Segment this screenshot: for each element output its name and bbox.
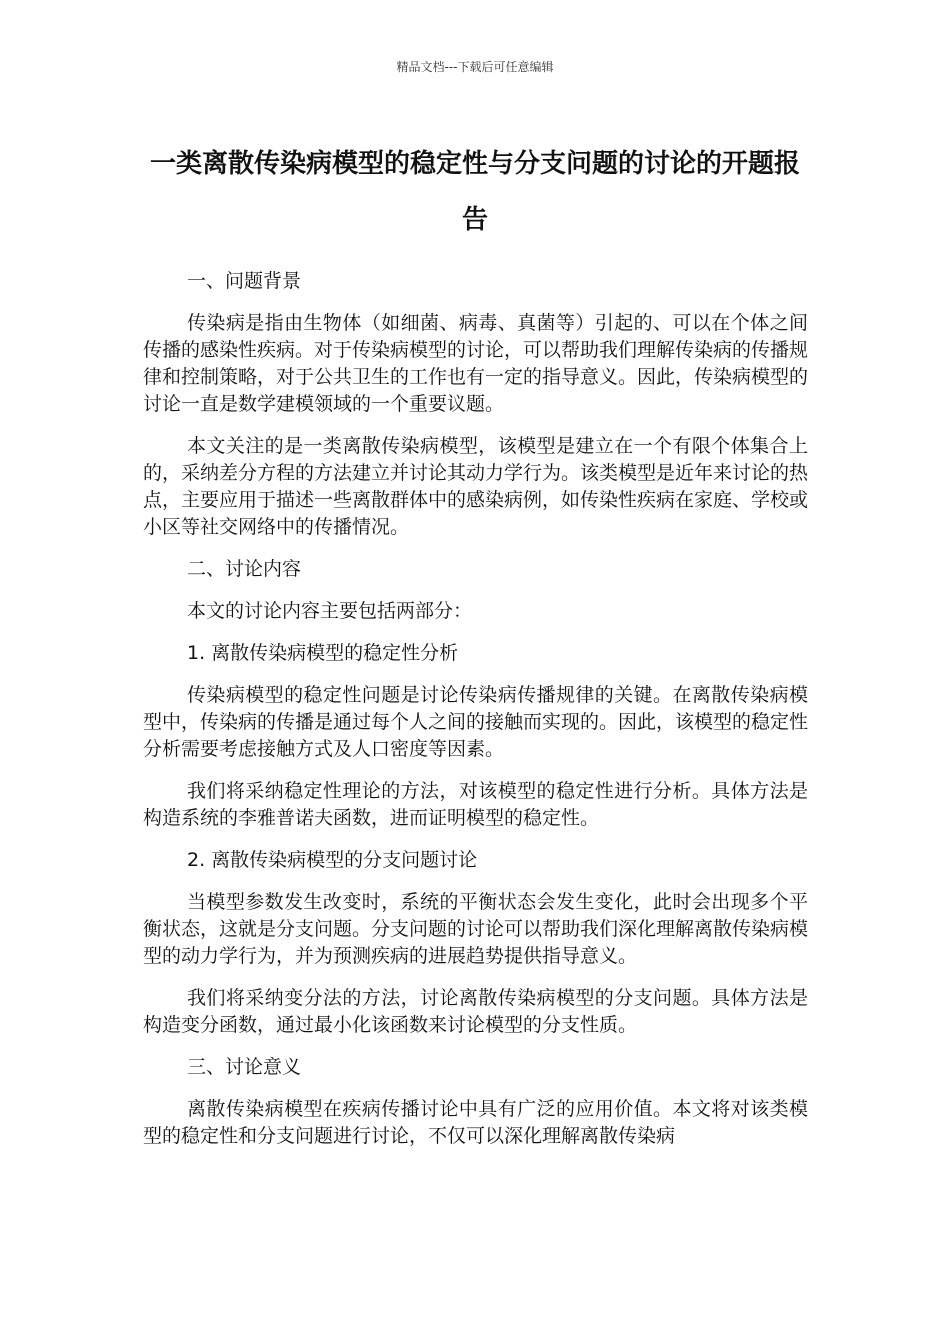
- section-heading-content: 二、讨论内容: [187, 558, 302, 580]
- document-body: [143, 268, 808, 1165]
- paragraph: 我们将采纳变分法的方法，讨论离散传染病模型的分支问题。具体方法是构造变分函数，通过最小化该函数来讨论模型的分支性质。: [143, 987, 808, 1036]
- header-note: 精品文档---下载后可任意编辑: [396, 60, 554, 74]
- section-heading-background: 一、问题背景: [187, 270, 302, 292]
- paragraph: 我们将采纳稳定性理论的方法，对该模型的稳定性进行分析。具体方法是构造系统的李雅普诺夫函数，进而证明模型的稳定性。: [143, 780, 808, 829]
- paragraph: 本文关注的是一类离散传染病模型，该模型是建立在一个有限个体集合上的，采纳差分方程的方法建立并讨论其动力学行为。该类模型是近年来讨论的热点，主要应用于描述一些离散群体中的感染病例，如传染性疾病在家庭、学校或小区等社交网络中的传播情况。: [143, 435, 809, 538]
- subsection-heading-stability: 1. 离散传染病模型的稳定性分析: [187, 642, 459, 664]
- paragraph: 传染病模型的稳定性问题是讨论传染病传播规律的关键。在离散传染病模型中，传染病的传播是通过每个人之间的接触而实现的。因此，该模型的稳定性分析需要考虑接触方式及人口密度等因素。: [143, 684, 809, 760]
- paragraph: 当模型参数发生改变时，系统的平衡状态会发生变化，此时会出现多个平衡状态，这就是分支问题。分支问题的讨论可以帮助我们深化理解离散传染病模型的动力学行为，并为预测疾病的进展趋势提供指导意义。: [143, 891, 809, 967]
- subsection-heading-bifurcation: 2. 离散传染病模型的分支问题讨论: [187, 849, 478, 871]
- document-title: 一类离散传染病模型的稳定性与分支问题的讨论的开题报告: [149, 149, 800, 235]
- paragraph: 传染病是指由生物体（如细菌、病毒、真菌等）引起的、可以在个体之间传播的感染性疾病。对于传染病模型的讨论，可以帮助我们理解传染病的传播规律和控制策略，对于公共卫生的工作也有一定的指导意义。因此，传染病模型的讨论一直是数学建模领域的一个重要议题。: [143, 312, 809, 415]
- paragraph: 本文的讨论内容主要包括两部分：: [187, 600, 473, 622]
- paragraph: 离散传染病模型在疾病传播讨论中具有广泛的应用价值。本文将对该类模型的稳定性和分支问题进行讨论，不仅可以深化理解离散传染病: [143, 1098, 808, 1147]
- section-heading-significance: 三、讨论意义: [187, 1056, 302, 1078]
